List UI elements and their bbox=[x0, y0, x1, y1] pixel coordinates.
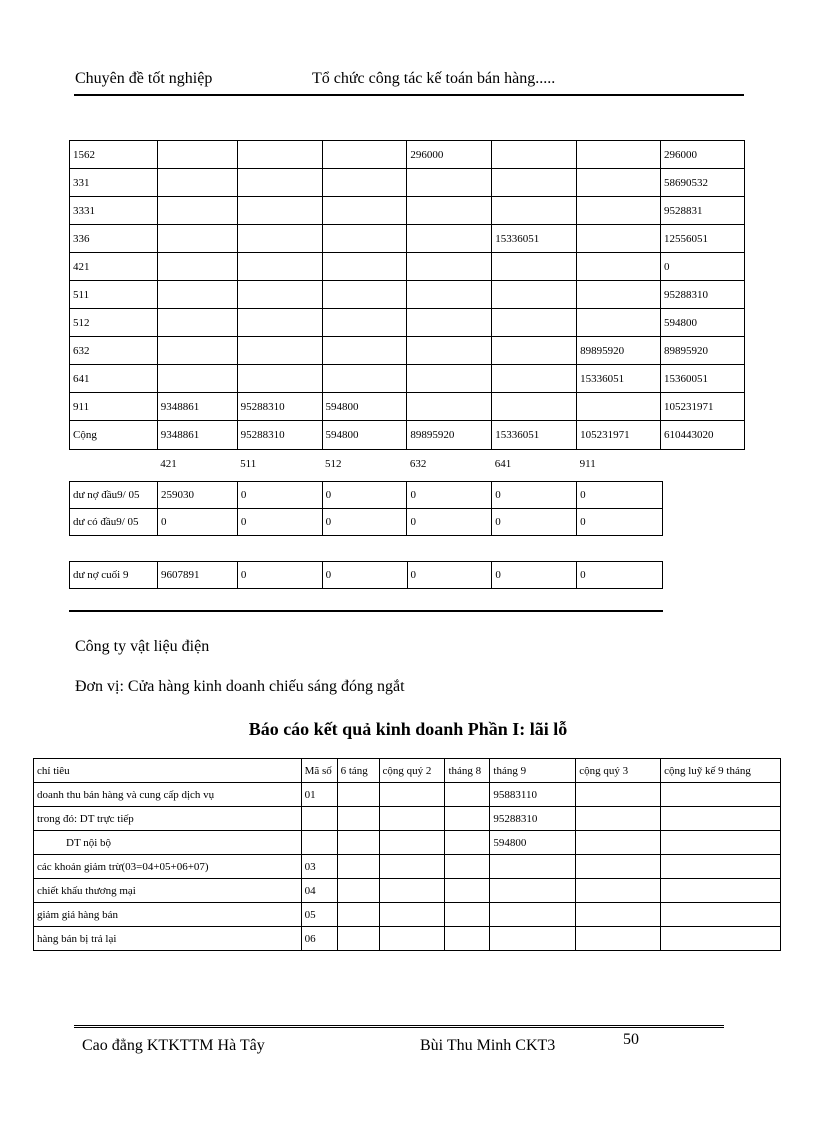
value-cell bbox=[445, 879, 490, 903]
ledger-table bbox=[69, 140, 745, 477]
balance-value: 0 bbox=[322, 482, 407, 509]
amount-cell bbox=[237, 169, 322, 197]
amount-cell bbox=[237, 225, 322, 253]
section-divider bbox=[69, 610, 663, 612]
balance-value: 0 bbox=[322, 562, 407, 589]
amount-cell bbox=[322, 225, 407, 253]
balance-value: 0 bbox=[492, 482, 577, 509]
amount-cell bbox=[322, 309, 407, 337]
code-cell: 01 bbox=[301, 783, 337, 807]
amount-cell bbox=[492, 281, 577, 309]
value-cell bbox=[661, 927, 781, 951]
value-cell bbox=[661, 783, 781, 807]
blank-cell bbox=[70, 450, 158, 478]
amount-cell bbox=[577, 309, 661, 337]
amount-cell bbox=[407, 197, 492, 225]
account-cell: 641 bbox=[70, 365, 158, 393]
unit-name: Đơn vị: Cửa hàng kinh doanh chiếu sáng đóng ngắt bbox=[75, 678, 405, 695]
amount-cell bbox=[237, 337, 322, 365]
balance-value: 0 bbox=[407, 482, 492, 509]
amount-cell bbox=[407, 309, 492, 337]
table-row bbox=[34, 831, 781, 855]
value-cell bbox=[490, 903, 576, 927]
table-row bbox=[70, 337, 745, 365]
table-row bbox=[70, 509, 663, 536]
account-cell: 911 bbox=[70, 393, 158, 421]
amount-cell bbox=[577, 141, 661, 169]
amount-cell: 9348861 bbox=[157, 393, 237, 421]
amount-cell bbox=[157, 309, 237, 337]
column-header: cộng quý 3 bbox=[576, 759, 661, 783]
value-cell bbox=[490, 879, 576, 903]
amount-cell bbox=[492, 309, 577, 337]
value-cell bbox=[576, 831, 661, 855]
value-cell: 594800 bbox=[490, 831, 576, 855]
value-cell bbox=[445, 903, 490, 927]
amount-cell bbox=[577, 253, 661, 281]
amount-cell bbox=[407, 253, 492, 281]
table-header-row bbox=[34, 759, 781, 783]
amount-cell bbox=[237, 197, 322, 225]
amount-cell bbox=[577, 393, 661, 421]
report-title: Báo cáo kết quả kinh doanh Phần I: lãi lỗ bbox=[248, 719, 568, 739]
account-cell: 3331 bbox=[70, 197, 158, 225]
value-cell bbox=[576, 855, 661, 879]
table-row bbox=[34, 855, 781, 879]
table-row bbox=[70, 482, 663, 509]
balance-value: 0 bbox=[492, 562, 577, 589]
value-cell bbox=[379, 783, 445, 807]
balance-value: 0 bbox=[237, 509, 322, 536]
column-header: 6 táng bbox=[337, 759, 379, 783]
account-cell: 511 bbox=[70, 281, 158, 309]
code-cell bbox=[301, 807, 337, 831]
amount-cell bbox=[157, 197, 237, 225]
amount-cell bbox=[237, 309, 322, 337]
value-cell bbox=[661, 879, 781, 903]
amount-cell bbox=[577, 281, 661, 309]
account-cell: 1562 bbox=[70, 141, 158, 169]
amount-cell bbox=[577, 225, 661, 253]
value-cell bbox=[337, 831, 379, 855]
value-cell bbox=[576, 879, 661, 903]
account-cell: 632 bbox=[70, 337, 158, 365]
amount-cell bbox=[322, 281, 407, 309]
indicator-cell: DT nội bộ bbox=[34, 831, 302, 855]
value-cell bbox=[576, 807, 661, 831]
amount-cell: 594800 bbox=[322, 421, 407, 450]
amount-cell bbox=[407, 281, 492, 309]
value-cell bbox=[445, 783, 490, 807]
column-header: tháng 9 bbox=[490, 759, 576, 783]
footer-left: Cao đẳng KTKTTM Hà Tây bbox=[82, 1037, 265, 1054]
balance-value: 0 bbox=[237, 482, 322, 509]
table-row bbox=[70, 169, 745, 197]
indicator-cell: chiết khấu thương mại bbox=[34, 879, 302, 903]
value-cell bbox=[337, 879, 379, 903]
amount-cell bbox=[157, 141, 237, 169]
value-cell bbox=[576, 927, 661, 951]
value-cell bbox=[661, 831, 781, 855]
value-cell bbox=[379, 927, 445, 951]
amount-cell: 594800 bbox=[322, 393, 407, 421]
amount-cell bbox=[322, 197, 407, 225]
amount-cell bbox=[157, 169, 237, 197]
amount-cell: 15360051 bbox=[661, 365, 745, 393]
value-cell bbox=[445, 927, 490, 951]
value-cell bbox=[661, 807, 781, 831]
value-cell bbox=[379, 807, 445, 831]
value-cell bbox=[661, 903, 781, 927]
amount-cell bbox=[237, 141, 322, 169]
table-row bbox=[34, 927, 781, 951]
code-cell: 06 bbox=[301, 927, 337, 951]
header-rule bbox=[74, 94, 744, 96]
amount-cell bbox=[322, 141, 407, 169]
table-row bbox=[70, 281, 745, 309]
amount-cell bbox=[322, 337, 407, 365]
value-cell bbox=[337, 783, 379, 807]
amount-cell bbox=[407, 169, 492, 197]
header-left: Chuyên đề tốt nghiệp bbox=[75, 70, 213, 87]
amount-cell: 0 bbox=[661, 253, 745, 281]
value-cell bbox=[337, 903, 379, 927]
table-row bbox=[70, 393, 745, 421]
amount-cell bbox=[157, 365, 237, 393]
blank-cell bbox=[661, 450, 745, 478]
value-cell bbox=[445, 855, 490, 879]
code-cell: 05 bbox=[301, 903, 337, 927]
balance-value: 0 bbox=[322, 509, 407, 536]
table-row bbox=[70, 365, 745, 393]
value-cell bbox=[661, 855, 781, 879]
amount-cell: 15336051 bbox=[492, 225, 577, 253]
balance-value: 0 bbox=[407, 562, 492, 589]
balance-label: dư có đầu9/ 05 bbox=[70, 509, 158, 536]
value-cell bbox=[576, 903, 661, 927]
account-cell: 421 bbox=[70, 253, 158, 281]
table-row bbox=[70, 253, 745, 281]
amount-cell: 15336051 bbox=[577, 365, 661, 393]
footer-center: Bùi Thu Minh CKT3 bbox=[420, 1037, 556, 1054]
amount-cell bbox=[407, 393, 492, 421]
amount-cell bbox=[492, 393, 577, 421]
amount-cell bbox=[407, 337, 492, 365]
account-code: 911 bbox=[579, 457, 596, 470]
table-row bbox=[34, 903, 781, 927]
column-header: Mã số bbox=[301, 759, 337, 783]
value-cell bbox=[337, 927, 379, 951]
amount-cell: 594800 bbox=[661, 309, 745, 337]
value-cell: 95288310 bbox=[490, 807, 576, 831]
code-cell bbox=[301, 831, 337, 855]
indicator-cell: trong đó: DT trực tiếp bbox=[34, 807, 302, 831]
amount-cell bbox=[577, 197, 661, 225]
amount-cell: 12556051 bbox=[661, 225, 745, 253]
table-row bbox=[34, 807, 781, 831]
account-cell: 331 bbox=[70, 169, 158, 197]
table-row bbox=[70, 309, 745, 337]
value-cell bbox=[490, 855, 576, 879]
amount-cell bbox=[322, 365, 407, 393]
amount-cell bbox=[237, 365, 322, 393]
account-code: 511 bbox=[240, 457, 257, 470]
closing-balance-table bbox=[69, 561, 663, 589]
value-cell bbox=[337, 855, 379, 879]
value-cell bbox=[490, 927, 576, 951]
balance-value: 0 bbox=[237, 562, 322, 589]
table-row bbox=[70, 225, 745, 253]
amount-cell bbox=[492, 141, 577, 169]
account-code: 632 bbox=[409, 457, 427, 470]
amount-cell: 95288310 bbox=[661, 281, 745, 309]
amount-cell: 58690532 bbox=[661, 169, 745, 197]
amount-cell bbox=[237, 281, 322, 309]
column-header: cộng luỹ kế 9 tháng bbox=[661, 759, 781, 783]
amount-cell: 610443020 bbox=[661, 421, 745, 450]
indicator-cell: doanh thu bán hàng và cung cấp dịch vụ bbox=[34, 783, 302, 807]
opening-balance-table bbox=[69, 481, 663, 536]
balance-value: 0 bbox=[407, 509, 492, 536]
amount-cell bbox=[407, 365, 492, 393]
value-cell bbox=[445, 831, 490, 855]
account-code: 641 bbox=[494, 457, 512, 470]
amount-cell bbox=[492, 197, 577, 225]
company-name: Công ty vật liệu điện bbox=[75, 638, 210, 655]
amount-cell bbox=[577, 169, 661, 197]
value-cell bbox=[379, 879, 445, 903]
amount-cell bbox=[492, 337, 577, 365]
value-cell bbox=[379, 855, 445, 879]
column-header: cộng quý 2 bbox=[379, 759, 445, 783]
amount-cell: 95288310 bbox=[237, 393, 322, 421]
amount-cell bbox=[237, 253, 322, 281]
code-cell: 03 bbox=[301, 855, 337, 879]
column-header: tháng 8 bbox=[445, 759, 490, 783]
page-number: 50 bbox=[623, 1031, 639, 1048]
account-cell: 336 bbox=[70, 225, 158, 253]
amount-cell bbox=[492, 253, 577, 281]
amount-cell bbox=[322, 169, 407, 197]
amount-cell: 89895920 bbox=[661, 337, 745, 365]
value-cell bbox=[576, 783, 661, 807]
value-cell bbox=[379, 831, 445, 855]
table-row bbox=[34, 783, 781, 807]
amount-cell bbox=[157, 225, 237, 253]
amount-cell: 89895920 bbox=[407, 421, 492, 450]
table-row bbox=[70, 421, 745, 450]
value-cell bbox=[379, 903, 445, 927]
value-cell bbox=[337, 807, 379, 831]
balance-value: 0 bbox=[577, 482, 663, 509]
account-code: 421 bbox=[160, 457, 177, 470]
footer-rule bbox=[74, 1025, 724, 1028]
amount-cell bbox=[492, 365, 577, 393]
income-statement-table bbox=[33, 758, 781, 951]
account-cell: Cộng bbox=[70, 421, 158, 450]
account-cell: 512 bbox=[70, 309, 158, 337]
column-header: chỉ tiêu bbox=[34, 759, 302, 783]
table-row bbox=[34, 879, 781, 903]
header-center: Tổ chức công tác kế toán bán hàng..... bbox=[312, 70, 556, 87]
account-code-row bbox=[70, 450, 745, 478]
balance-value: 0 bbox=[492, 509, 577, 536]
balance-value: 0 bbox=[577, 562, 663, 589]
indicator-cell: hàng bán bị trả lại bbox=[34, 927, 302, 951]
amount-cell bbox=[157, 337, 237, 365]
amount-cell bbox=[322, 253, 407, 281]
code-cell: 04 bbox=[301, 879, 337, 903]
amount-cell bbox=[157, 253, 237, 281]
amount-cell bbox=[157, 281, 237, 309]
amount-cell: 89895920 bbox=[577, 337, 661, 365]
amount-cell: 9528831 bbox=[661, 197, 745, 225]
balance-label: dư nợ đầu9/ 05 bbox=[70, 482, 158, 509]
balance-value: 259030 bbox=[157, 482, 237, 509]
table-row bbox=[70, 562, 663, 589]
account-code: 512 bbox=[325, 457, 342, 470]
balance-value: 0 bbox=[157, 509, 237, 536]
amount-cell: 15336051 bbox=[492, 421, 577, 450]
amount-cell: 296000 bbox=[661, 141, 745, 169]
balance-label: dư nợ cuối 9 bbox=[70, 562, 158, 589]
table-row bbox=[70, 141, 745, 169]
amount-cell: 9348861 bbox=[157, 421, 237, 450]
amount-cell: 296000 bbox=[407, 141, 492, 169]
amount-cell: 105231971 bbox=[661, 393, 745, 421]
indicator-cell: giảm giá hàng bán bbox=[34, 903, 302, 927]
amount-cell bbox=[407, 225, 492, 253]
indicator-cell: các khoản giảm trừ(03=04+05+06+07) bbox=[34, 855, 302, 879]
balance-value: 9607891 bbox=[157, 562, 237, 589]
amount-cell bbox=[492, 169, 577, 197]
value-cell bbox=[445, 807, 490, 831]
table-row bbox=[70, 197, 745, 225]
balance-value: 0 bbox=[577, 509, 663, 536]
amount-cell: 95288310 bbox=[237, 421, 322, 450]
amount-cell: 105231971 bbox=[577, 421, 661, 450]
value-cell: 95883110 bbox=[490, 783, 576, 807]
